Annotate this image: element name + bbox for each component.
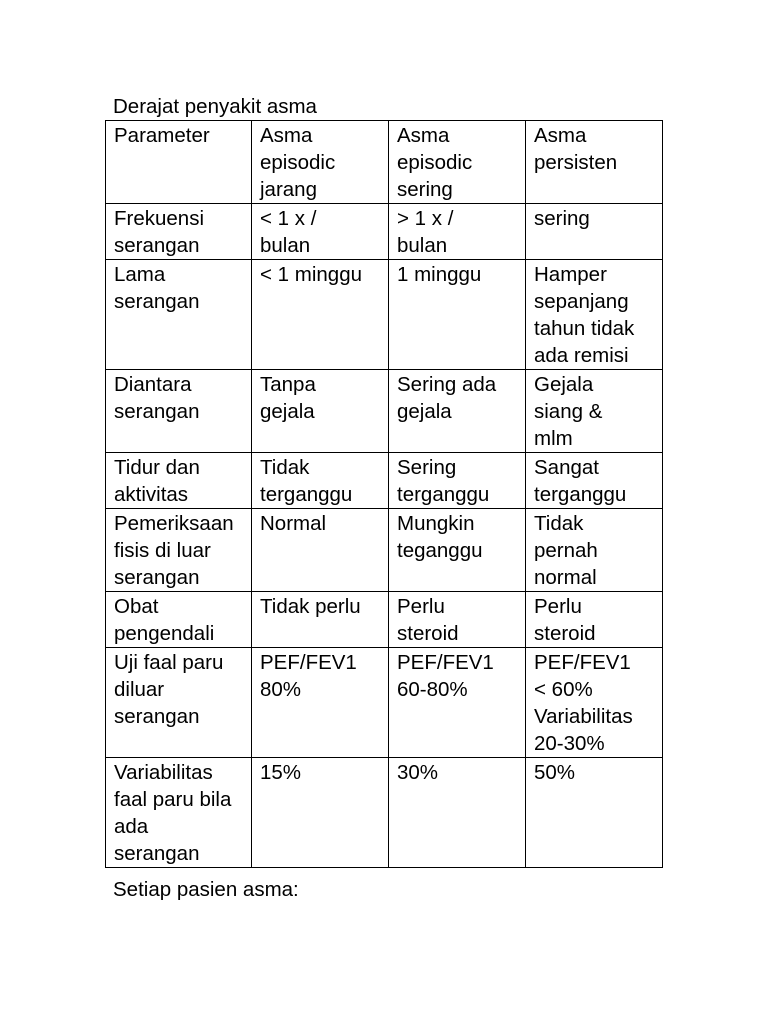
header-cell-persistent: Asma persisten (526, 121, 663, 204)
table-cell-parameter: Variabilitas faal paru bila ada serangan (106, 758, 252, 868)
table-cell: Hamper sepanjang tahun tidak ada remisi (526, 260, 663, 370)
document-title: Derajat penyakit asma (113, 95, 317, 118)
table-cell: PEF/FEV1 80% (252, 648, 389, 758)
table-cell-parameter: Pemeriksaan fisis di luar serangan (106, 509, 252, 592)
table-cell: 1 minggu (389, 260, 526, 370)
table-row (106, 509, 663, 592)
table-cell: Tidak pernah normal (526, 509, 663, 592)
table-cell: Mungkin teganggu (389, 509, 526, 592)
table-cell: > 1 x / bulan (389, 204, 526, 260)
table-cell: 30% (389, 758, 526, 868)
table-cell: Perlu steroid (389, 592, 526, 648)
table-cell: Normal (252, 509, 389, 592)
footer-text: Setiap pasien asma: (113, 878, 299, 901)
table-cell: PEF/FEV1 < 60% Variabilitas 20-30% (526, 648, 663, 758)
table-row (106, 592, 663, 648)
asthma-severity-table (105, 120, 663, 868)
table-cell: Sering ada gejala (389, 370, 526, 453)
table-cell: sering (526, 204, 663, 260)
table-cell: 50% (526, 758, 663, 868)
table-cell: 15% (252, 758, 389, 868)
header-cell-parameter: Parameter (106, 121, 252, 204)
table-row (106, 758, 663, 868)
table-cell: Sering terganggu (389, 453, 526, 509)
table-header-row (106, 121, 663, 204)
table-cell: Tanpa gejala (252, 370, 389, 453)
table-row (106, 453, 663, 509)
header-cell-episodic-rare: Asma episodic jarang (252, 121, 389, 204)
table-cell: Tidak perlu (252, 592, 389, 648)
table-cell-parameter: Diantara serangan (106, 370, 252, 453)
header-cell-episodic-frequent: Asma episodic sering (389, 121, 526, 204)
table-cell-parameter: Uji faal paru diluar serangan (106, 648, 252, 758)
table-cell: Gejala siang & mlm (526, 370, 663, 453)
table-cell: < 1 minggu (252, 260, 389, 370)
table-cell: Perlu steroid (526, 592, 663, 648)
table-cell: Tidak terganggu (252, 453, 389, 509)
table-row (106, 204, 663, 260)
table-cell: Sangat terganggu (526, 453, 663, 509)
table-cell-parameter: Lama serangan (106, 260, 252, 370)
table-row (106, 260, 663, 370)
table-row (106, 648, 663, 758)
table-row (106, 370, 663, 453)
table-cell: PEF/FEV1 60-80% (389, 648, 526, 758)
table-cell-parameter: Frekuensi serangan (106, 204, 252, 260)
table-cell: < 1 x / bulan (252, 204, 389, 260)
table-cell-parameter: Tidur dan aktivitas (106, 453, 252, 509)
table-cell-parameter: Obat pengendali (106, 592, 252, 648)
